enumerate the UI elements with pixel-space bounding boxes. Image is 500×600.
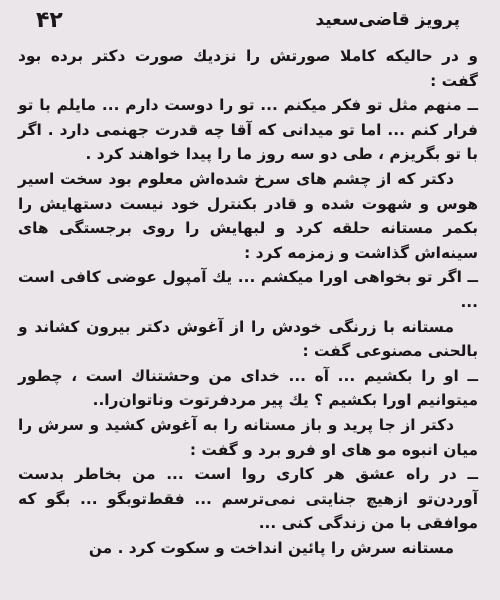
paragraph: ــ او را بکشیم ... آه ... خدای من وحشتناك است ، چطور میتوانیم اورا بکشیم ؟ یك پیر مردفرتوت وناتوان‌را.. bbox=[18, 366, 478, 410]
paragraph: دکتر که از چشم های سرخ شده‌اش معلوم بود سخت اسیر هوس و شهوت شده و قادر بکنترل خود نیست دستهایش را بکمر مستانه حلقه کرد و لبهایش را روی برجستگی های سینه‌اش گذاشت و زمزمه کرد : bbox=[18, 169, 478, 262]
paragraph: ــ منهم مثل تو فکر میکنم ... تو را دوست دارم ... مایلم با تو فرار کنم ... اما تو میدانی که آقا چه قدرت جهنمی دارد . اگر با تو بگریزم ، طی دو سه روز ما را پیدا خواهند کرد . bbox=[18, 96, 478, 164]
paragraph: و در حالیکه کاملا صورتش را نزدیك صورت دکتر برده بود گفت : bbox=[18, 47, 478, 90]
paragraph: دکتر از جا پرید و باز مستانه را به آغوش کشید و سرش را میان انبوه مو های او فرو برد و گفت : bbox=[18, 415, 478, 459]
paragraph: ــ اگر تو بخواهی اورا میکشم ... یك آمپول عوضی کافی است ... bbox=[18, 268, 478, 311]
author-name: پرویز قاضی‌سعید bbox=[315, 10, 460, 30]
paragraph: ــ در راه عشق هر کاری روا است ... من بخاطر بدست آوردن‌تو ازهیچ جنایتی نمی‌ترسم ... فقط‌تو‌بگو ... بگو که موافقی با من زندگی کنی ... bbox=[18, 465, 478, 533]
page-body bbox=[18, 44, 478, 560]
paragraph: مستانه با زرنگی خودش را از آغوش دکتر بیرون کشاند و بالحنی مصنوعی گفت : bbox=[18, 317, 478, 361]
page-number: ۴۲ bbox=[36, 8, 63, 33]
paragraph: مستانه سرش را پائین انداخت و سکوت کرد . من bbox=[88, 538, 454, 557]
page-header bbox=[36, 8, 460, 38]
